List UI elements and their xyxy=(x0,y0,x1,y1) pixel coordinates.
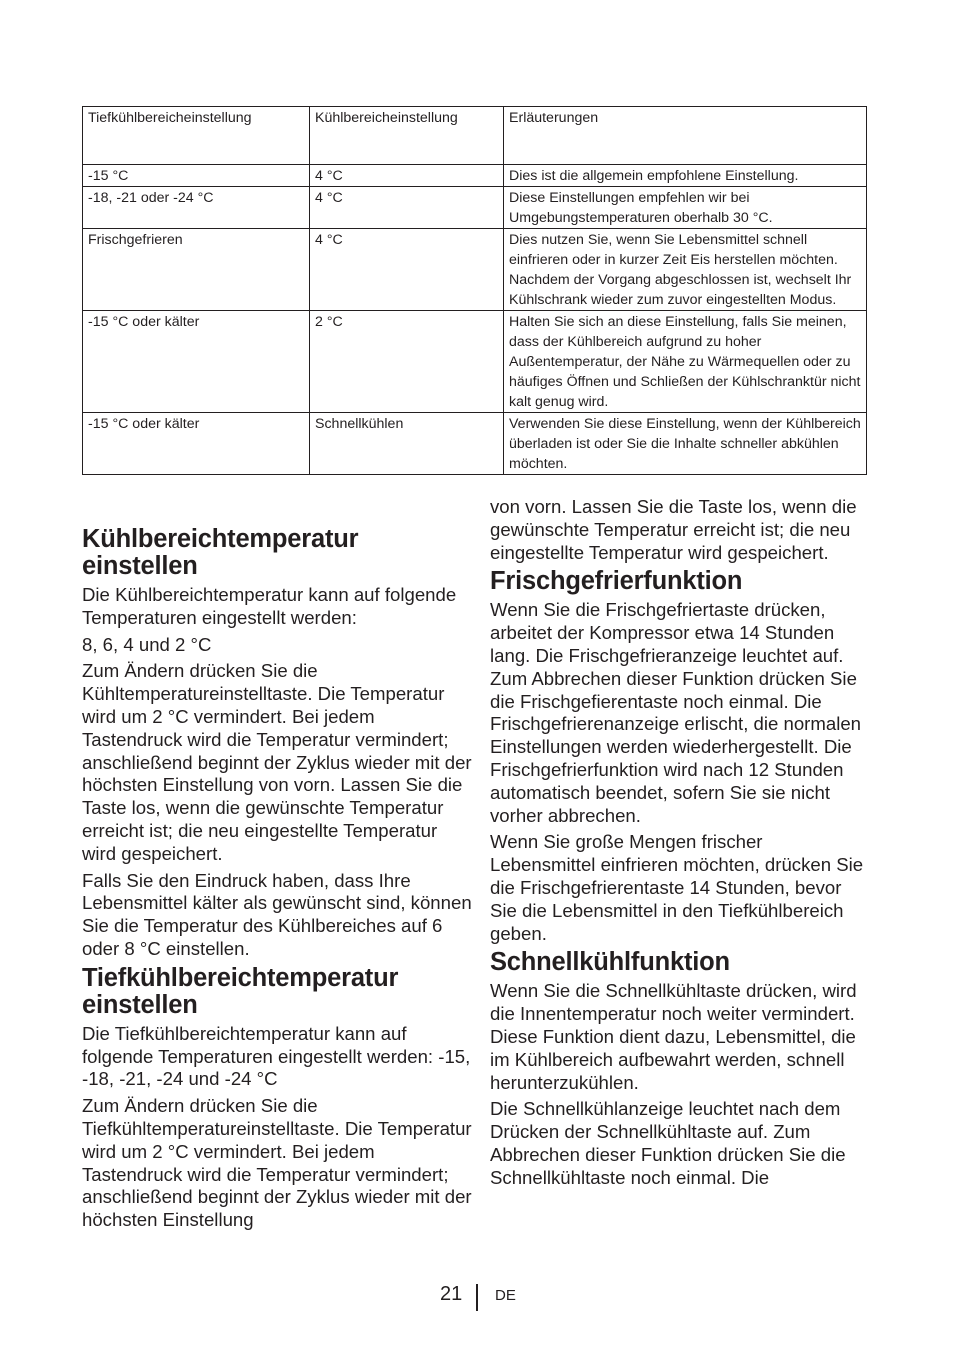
section-heading: Schnellkühlfunktion xyxy=(490,948,730,977)
section-heading: Tiefkühlbereichtemperatur einstellen xyxy=(82,963,399,1019)
footer-divider xyxy=(476,1284,478,1311)
paragraph: Die Tiefkühlbereichtemperatur kann auf folgende Temperaturen eingestellt werden: -15, -18, -21, -24 und -24 °C xyxy=(82,1022,471,1090)
cell-freezer: -15 °C oder kälter xyxy=(83,311,310,413)
cell-fridge: 2 °C xyxy=(310,311,504,413)
cell-notes: Dies nutzen Sie, wenn Sie Lebensmittel schnell einfrieren oder in kurzer Zeit Eis herstellen möchten. Nachdem der Vorgang abgeschlossen ist, wechselt Ihr Kühlschrank wieder zum zuvor eingestellten Modus. xyxy=(504,229,867,311)
cell-fridge: 4 °C xyxy=(310,229,504,311)
cell-fridge: 4 °C xyxy=(310,165,504,187)
cell-notes: Diese Einstellungen empfehlen wir bei Umgebungstemperaturen oberhalb 30 °C. xyxy=(504,187,867,229)
paragraph: Wenn Sie die Schnellkühltaste drücken, wird die Innentemperatur noch weiter vermindert. Diese Funktion dient dazu, Lebensmittel, die im Kühlbereich aufbewahrt werden, schnell herunterzukühlen. xyxy=(490,980,857,1093)
section-heading: Kühlbereichtemperatur einstellen xyxy=(82,525,359,580)
table-header-row xyxy=(83,107,867,165)
paragraph: Die Kühlbereichtemperatur kann auf folgende Temperaturen eingestellt werden: xyxy=(82,584,457,628)
paragraph: Wenn Sie die Frischgefriertaste drücken, arbeitet der Kompressor etwa 14 Stunden lang. Die Frischgefrieranzeige leuchtet auf. Zum Abbrechen dieser Funktion drücken Sie die Frischgefierentaste noch einmal. Die Frischgefrierenanzeige erlischt, die normalen Einstellungen werden wiederhergestellt. Die Frischgefrierfunktion wird nach 12 Stunden automatisch beendet, sofern Sie sie nicht vorher abbrechen. xyxy=(490,599,862,826)
paragraph: Die Schnellkühlanzeige leuchtet nach dem Drücken der Schnellkühltaste auf. Zum Abbrechen dieser Funktion drücken Sie die Schnellkühltaste noch einmal. Die xyxy=(490,1098,846,1188)
paragraph: Falls Sie den Eindruck haben, dass Ihre Lebensmittel kälter als gewünscht sind, können Sie die Temperatur des Kühlbereiches auf 6 oder 8 °C einstellen. xyxy=(82,869,472,959)
table-row xyxy=(83,413,867,475)
section-heading: Frischgefrierfunktion xyxy=(490,567,743,596)
settings-table xyxy=(82,106,867,475)
table-row xyxy=(83,165,867,187)
paragraph: von vorn. Lassen Sie die Taste los, wenn die gewünschte Temperatur erreicht ist; die neu eingestellte Temperatur wird gespeichert. xyxy=(490,496,857,563)
page-number: 21 xyxy=(440,1283,463,1305)
cell-freezer: -15 °C xyxy=(83,165,310,187)
cell-notes: Verwenden Sie diese Einstellung, wenn der Kühlbereich überladen ist oder Sie die Inhalte schneller abkühlen möchten. xyxy=(504,413,867,475)
table-row xyxy=(83,187,867,229)
cell-fridge: Schnellkühlen xyxy=(310,413,504,475)
cell-notes: Halten Sie sich an diese Einstellung, falls Sie meinen, dass der Kühlbereich aufgrund zu hoher Außentemperatur, der Nähe zu Wärmequellen oder zu häufiges Öffnen und Schließen der Kühlschranktür nicht kalt genug wird. xyxy=(504,311,867,413)
cell-freezer: -15 °C oder kälter xyxy=(83,413,310,475)
page-footer xyxy=(0,1283,954,1313)
paragraph: 8, 6, 4 und 2 °C xyxy=(82,633,212,655)
table-row xyxy=(83,229,867,311)
cell-fridge: 4 °C xyxy=(310,187,504,229)
paragraph: Wenn Sie große Mengen frischer Lebensmittel einfrieren möchten, drücken Sie die Frischgefrierentaste 14 Stunden, bevor Sie die Lebensmittel in den Tiefkühlbereich geben. xyxy=(490,831,864,944)
language-code: DE xyxy=(495,1287,516,1304)
table-row xyxy=(83,311,867,413)
cell-freezer: Frischgefrieren xyxy=(83,229,310,311)
right-column xyxy=(490,496,870,1194)
cell-freezer: -18, -21 oder -24 °C xyxy=(83,187,310,229)
paragraph: Zum Ändern drücken Sie die Tiefkühltemperatureinstelltaste. Die Temperatur wird um 2 °C vermindert. Bei jedem Tastendruck wird die Temperatur vermindert; anschließend beginnt der Zyklus wieder mit der höchsten Einstellung xyxy=(82,1095,472,1231)
header-fridge: Kühlbereicheinstellung xyxy=(310,107,504,165)
header-notes: Erläuterungen xyxy=(504,107,867,165)
cell-notes: Dies ist die allgemein empfohlene Einstellung. xyxy=(504,165,867,187)
header-freezer: Tiefkühlbereicheinstellung xyxy=(83,107,310,165)
paragraph: Zum Ändern drücken Sie die Kühltemperatureinstelltaste. Die Temperatur wird um 2 °C vermindert. Bei jedem Tastendruck wird die Temperatur vermindert; anschließend beginnt der Zyklus wieder mit der höchsten Einstellung von vorn. Lassen Sie die Taste los, wenn die gewünschte Temperatur erreicht ist; die neu eingestellte Temperatur wird gespeichert. xyxy=(82,660,472,864)
left-column xyxy=(82,496,472,1236)
